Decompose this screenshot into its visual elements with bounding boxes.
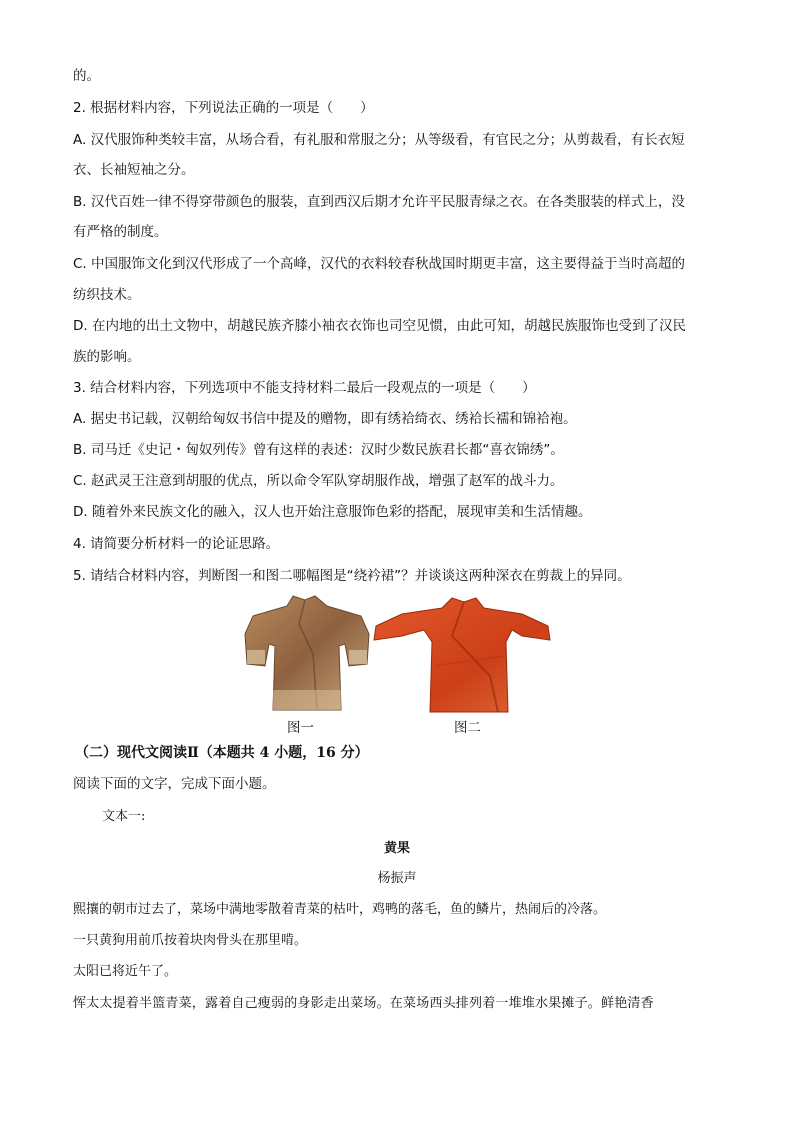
option-2c: C. 中国服饰文化到汉代形成了一个高峰，汉代的衣料较春秋战国时期更丰富，这主要得益于当时高超的 [73,256,686,272]
figure-1-caption: 图一 [287,720,314,736]
story-paragraph: 一只黄狗用前爪按着块肉骨头在那里啃。 [73,933,308,948]
option-2b-cont: 有严格的制度。 [73,224,168,240]
story-paragraph: 太阳已将近午了。 [73,964,178,979]
question-2: 2. 根据材料内容，下列说法正确的一项是（ ） [73,100,374,116]
option-3d: D. 随着外来民族文化的融入，汉人也开始注意服饰色彩的搭配，展现审美和生活情趣。 [73,504,592,520]
option-3a: A. 据史书记载，汉朝给匈奴书信中提及的赠物，即有绣袷绮衣、绣袷长襦和锦袷袍。 [73,411,577,427]
figure-2-caption: 图二 [454,720,481,736]
option-2d-cont: 族的影响。 [73,349,141,365]
text-line: 的。 [73,68,100,84]
section-heading: （二）现代文阅读Ⅱ（本题共 4 小题，16 分） [75,745,369,761]
story-title: 黄果 [383,841,410,856]
figure-1-robe-image [243,594,371,712]
option-3c: C. 赵武灵王注意到胡服的优点，所以命令军队穿胡服作战，增强了赵军的战斗力。 [73,473,564,489]
question-4: 4. 请简要分析材料一的论证思路。 [73,536,280,552]
story-author: 杨振声 [377,871,417,886]
question-5: 5. 请结合材料内容，判断图一和图二哪幅图是“绕衿裙”？并谈谈这两种深衣在剪裁上的异同。 [73,568,631,584]
figure-2-robe-image [372,596,552,714]
section-instruction: 阅读下面的文字，完成下面小题。 [73,776,276,792]
option-2a: A. 汉代服饰种类较丰富，从场合看，有礼服和常服之分；从等级看，有官民之分；从剪裁看，有长衣短 [73,132,685,148]
story-paragraph: 熙攘的朝市过去了，菜场中满地零散着青菜的枯叶，鸡鸭的落毛，鱼的鳞片，热闹后的冷落。 [73,902,607,917]
option-2b: B. 汉代百姓一律不得穿带颜色的服装，直到西汉后期才允许平民服青绿之衣。在各类服装的样式上，没 [73,194,685,210]
option-2c-cont: 纺织技术。 [73,287,141,303]
question-3: 3. 结合材料内容，下列选项中不能支持材料二最后一段观点的一项是（ ） [73,380,536,396]
story-paragraph: 恽太太提着半篮青菜，露着自己瘦弱的身影走出菜场。在菜场西头排列着一堆堆水果摊子。鲜艳清香 [73,996,654,1011]
option-3b: B. 司马迁《史记・匈奴列传》曾有这样的表述：汉时少数民族君长都“喜衣锦绣”。 [73,442,564,458]
option-2a-cont: 衣、长袖短袖之分。 [73,162,195,178]
option-2d: D. 在内地的出土文物中，胡越民族齐膝小袖衣衣饰也司空见惯，由此可知，胡越民族服饰也受到了汉民 [73,318,686,334]
text-label: 文本一: [102,809,146,824]
